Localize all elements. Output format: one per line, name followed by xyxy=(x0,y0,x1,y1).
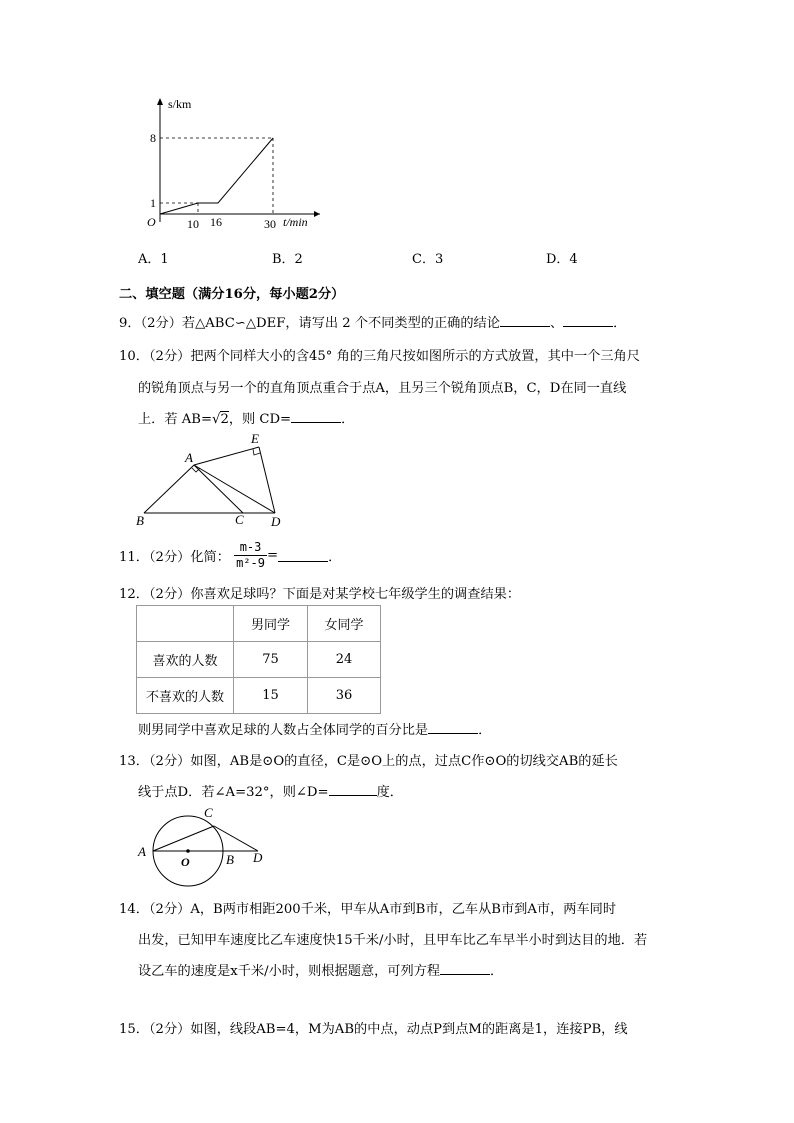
question-13-line-1: 13．（2分）如图，AB是⊙O的直径，C是⊙O上的点，过点C作⊙O的切线交AB的延长 xyxy=(119,754,618,769)
option-a: A．1 xyxy=(138,252,169,267)
circle-figure xyxy=(130,800,275,890)
question-10-line-3 xyxy=(138,408,354,427)
label-d: D xyxy=(271,514,281,529)
y-tick-8: 8 xyxy=(150,131,156,145)
option-c: C．3 xyxy=(412,252,444,267)
q11-blank xyxy=(278,549,328,562)
q10-sqrt-value: 2 xyxy=(220,412,229,427)
q12-end: ． xyxy=(478,723,492,738)
label-e: E xyxy=(251,431,259,446)
q9-end: ． xyxy=(613,316,627,331)
table-cell: 24 xyxy=(308,642,381,678)
sqrt-sign: √ xyxy=(212,412,221,427)
table-cell: 喜欢的人数 xyxy=(137,642,234,678)
q11-fraction xyxy=(234,540,267,571)
question-12-after xyxy=(138,719,491,738)
q9-blank-1 xyxy=(500,314,550,327)
q11-eq: = xyxy=(267,548,279,563)
label-d: D xyxy=(253,850,263,865)
q10-text-a: 上．若 AB= xyxy=(138,412,213,427)
question-12: 12．（2分）你喜欢足球吗？下面是对某学校七年级学生的调查结果： xyxy=(119,587,521,602)
q10-blank xyxy=(291,410,341,423)
q14-text: 设乙车的速度是x千米/小时，则根据题意，可列方程 xyxy=(138,964,441,979)
q9-blank-2 xyxy=(563,314,613,327)
y-axis-label: s/km xyxy=(168,97,192,111)
question-14-line-2: 出发，已知甲车速度比乙车速度快15千米/小时，且甲车比乙车早半小时到达目的地．若 xyxy=(138,933,648,948)
question-14-line-1: 14．（2分）A，B两市相距200千米，甲车从A市到B市，乙车从B市到A市，两车同时 xyxy=(119,902,617,917)
table-header-female: 女同学 xyxy=(308,606,381,642)
survey-table xyxy=(136,605,381,714)
q12-blank xyxy=(428,721,478,734)
label-c: C xyxy=(235,512,244,527)
q14-end: ． xyxy=(490,964,504,979)
q11-prefix: 11．（2分）化简： xyxy=(119,550,230,565)
question-13-line-2 xyxy=(138,781,403,800)
question-9 xyxy=(119,312,626,331)
q13-text-b: 度． xyxy=(376,785,403,800)
x-axis-label: t/min xyxy=(283,215,308,229)
q12-after-text: 则男同学中喜欢足球的人数占全体同学的百分比是 xyxy=(138,723,429,738)
q9-sep: 、 xyxy=(549,316,564,331)
label-a: A xyxy=(185,450,193,465)
table-row xyxy=(137,642,381,678)
origin-label: O xyxy=(147,215,156,229)
distance-time-graph xyxy=(130,92,330,237)
q14-blank xyxy=(440,962,490,975)
triangle-figure xyxy=(130,430,290,530)
option-d: D．4 xyxy=(546,252,578,267)
q13-blank xyxy=(329,783,377,796)
label-b: B xyxy=(226,852,234,867)
option-b: B．2 xyxy=(272,252,303,267)
q10-end: ． xyxy=(341,412,355,427)
question-10-line-2: 的锐角顶点与另一个的直角顶点重合于点A，且另三个锐角顶点B，C，D在同一直线 xyxy=(138,381,627,396)
x-tick-30: 30 xyxy=(264,217,276,231)
x-tick-10: 10 xyxy=(187,217,199,231)
q13-text-a: 线于点D．若∠A=32°，则∠D= xyxy=(138,785,329,800)
table-cell xyxy=(137,606,234,642)
label-c: C xyxy=(204,805,213,820)
question-11 xyxy=(119,540,341,571)
table-header-row xyxy=(137,606,381,642)
y-tick-1: 1 xyxy=(150,196,156,210)
question-14-line-3 xyxy=(138,960,503,979)
table-cell: 不喜欢的人数 xyxy=(137,678,234,714)
section-title: 二、填空题（满分16分，每小题2分） xyxy=(119,287,345,302)
q11-denominator: m²-9 xyxy=(236,556,265,570)
label-b: B xyxy=(136,513,144,528)
question-15-line-1: 15．（2分）如图，线段AB=4，M为AB的中点，动点P到点M的距离是1，连接PB，线 xyxy=(119,1022,628,1037)
q10-text-b: ，则 CD= xyxy=(228,412,292,427)
q11-end: ． xyxy=(328,550,342,565)
table-row xyxy=(137,678,381,714)
table-cell: 15 xyxy=(234,678,308,714)
question-10-line-1: 10．（2分）把两个同样大小的含45° 角的三角尺按如图所示的方式放置，其中一个三角尺 xyxy=(119,349,640,364)
label-o: O xyxy=(181,855,190,869)
table-header-male: 男同学 xyxy=(234,606,308,642)
table-cell: 75 xyxy=(234,642,308,678)
q11-numerator: m-3 xyxy=(234,540,267,556)
q9-text: 9．（2分）若△ABC∽△DEF，请写出 2 个不同类型的正确的结论 xyxy=(119,316,500,331)
table-cell: 36 xyxy=(308,678,381,714)
label-a: A xyxy=(138,844,146,859)
x-tick-16: 16 xyxy=(210,215,222,229)
